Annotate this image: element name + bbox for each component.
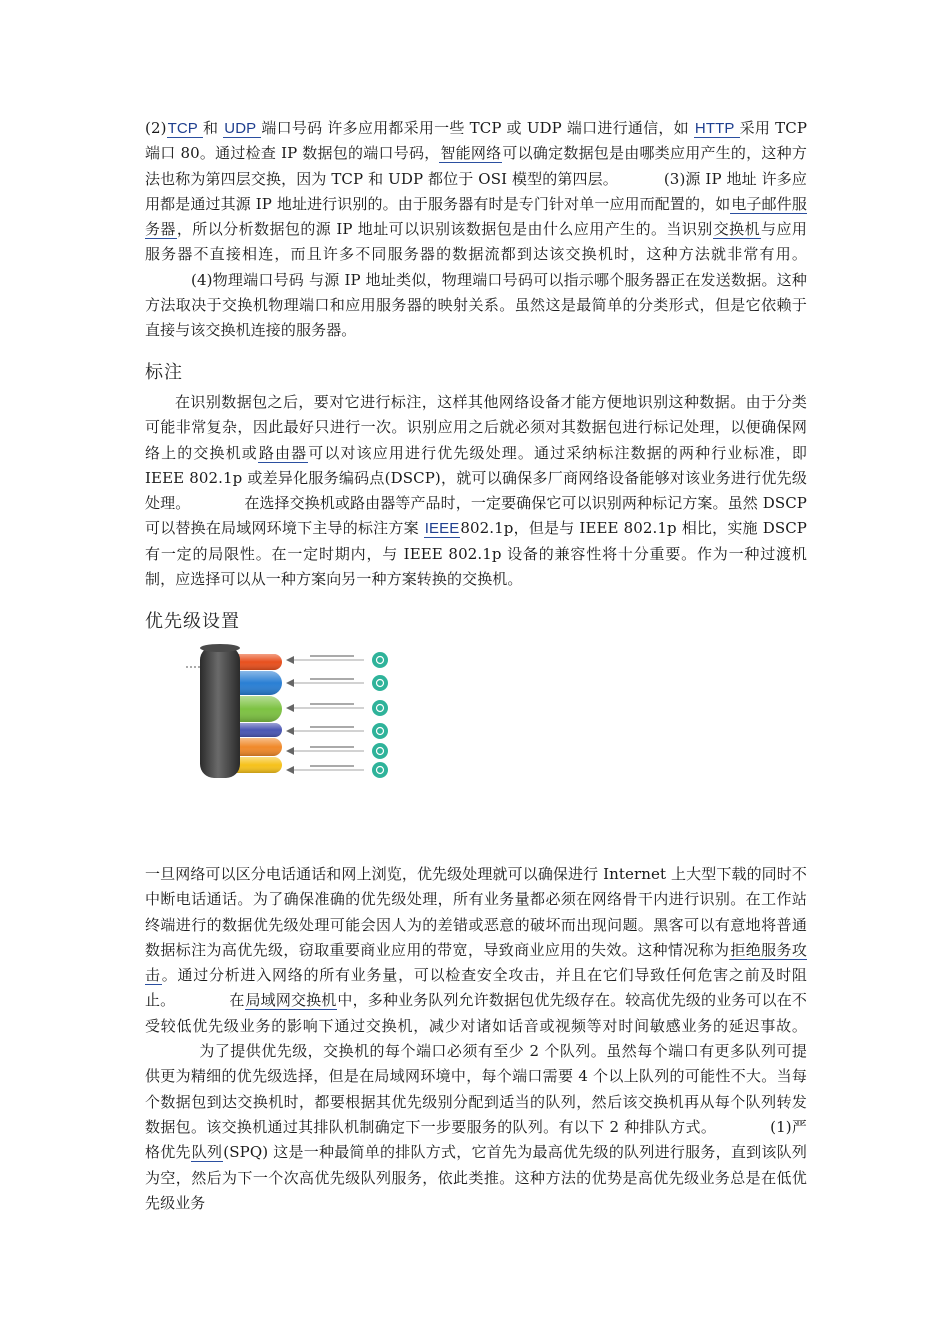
arrow-caption-line bbox=[310, 678, 354, 680]
link-router[interactable]: 路由器 bbox=[258, 443, 308, 462]
text-run: (3)源 IP 地址 许多应用都是通过其源 IP 地址进行识别的。由于服务器有时是专门针对单一应用而配置的，如 bbox=[145, 169, 807, 213]
link-queue[interactable]: 队列 bbox=[191, 1143, 223, 1162]
share-icon bbox=[372, 675, 388, 691]
link-http[interactable]: HTTP bbox=[694, 120, 739, 137]
cylinder-top bbox=[200, 644, 240, 652]
paragraph-priority bbox=[145, 862, 807, 1216]
text-run: 和 bbox=[203, 119, 224, 137]
text-run: 端口号码 许多应用都采用一些 TCP 或 UDP 端口进行通信，如 bbox=[261, 119, 694, 137]
arrow-head bbox=[286, 727, 294, 735]
paragraph-marking bbox=[145, 390, 807, 592]
text-run: 可以确定数据包是由哪类应用产生的，这种方法也称为第四层交换，因为 TCP 和 UDP 都位于 OSI 模型的第四层。 bbox=[145, 144, 807, 188]
text-run: 在选择交换机或路由器等产品时，一定要确保它可以识别两种标记方案。虽然 DSCP 可以替换在局域网环境下主导的标注方案 bbox=[145, 494, 807, 538]
text-run: 与应用服务器不直接相连，而且许多不同服务器的数据流都到达该交换机时，这种方法就非常有用。 bbox=[145, 220, 807, 264]
text-run: ，所以分析数据包的源 IP 地址可以识别该数据包是由什么应用产生的。当识别 bbox=[176, 220, 713, 239]
arrow-head bbox=[286, 679, 294, 687]
link-mail-server[interactable]: 电子邮件服务器 bbox=[145, 194, 807, 239]
paragraph-classification bbox=[145, 116, 807, 344]
text-run: 中，多种业务队列允许数据包优先级存在。较高优先级的业务可以在不受较低优先级业务的影响下通过交换机，减少对诸如话音或视频等对时间敏感业务的延迟事故。 bbox=[145, 991, 808, 1035]
text-run: 。通过分析进入网络的所有业务量，可以检查安全攻击，并且在它们导致任何危害之前及时阻止。 bbox=[145, 966, 807, 1010]
arrow-caption-line bbox=[310, 655, 354, 657]
arrow-caption-line bbox=[310, 703, 354, 705]
section-heading-marking: 标注 bbox=[145, 362, 183, 383]
text-run: 采用 TCP 端口 80。通过检查 IP 数据包的端口号码， bbox=[145, 119, 808, 163]
globe-icon bbox=[372, 652, 388, 668]
text-run: 在 bbox=[229, 991, 245, 1010]
arrow-caption-line bbox=[310, 746, 354, 748]
text-run: 可以对该应用进行优先级处理。通过采纳标注数据的两种行业标准，即 IEEE 802.1p 或差异化服务编码点(DSCP)，就可以确保多厂商网络设备能够对该业务进行优先级处理。 bbox=[145, 443, 807, 513]
link-smart-network[interactable]: 智能网络 bbox=[440, 144, 502, 163]
link-lan-switch[interactable]: 局域网交换机 bbox=[245, 991, 337, 1010]
text-run: 一旦网络可以区分电话通话和网上浏览，优先级处理就可以确保进行 Internet 上大型下载的同时不中断电话通话。为了确保准确的优先级处理，所有业务量都必须在网络骨干内进行识别。在工作站终端进行的数据优先级处理可能会因人为的差错或恶意的破坏而出现问题。黑客可以有意地将普通数据标注为高优先级，窃取重要商业应用的带宽，导致商业应用的失效。这种情况称为 bbox=[145, 865, 807, 959]
text-run: 为了提供优先级，交换机的每个端口必须有至少 2 个队列。虽然每个端口有更多队列可提供更为精细的优先级选择，但是在局域网环境中，每个端口需要 4 个以上队列的可能性不大。当每个数据包到达交换机时，都要根据其优先级别分配到适当的队列，然后该交换机再从每个队列转发数据包。该交换机通过其排队机制确定下一步要服务的队列。有以下 2 种排队方式。 bbox=[145, 1042, 807, 1136]
link-ieee[interactable]: IEEE bbox=[424, 520, 460, 538]
arrow-caption-line bbox=[310, 765, 354, 767]
text-run: (2) bbox=[145, 119, 167, 137]
link-dos-attack[interactable]: 拒绝服务攻击 bbox=[145, 940, 807, 985]
priority-queue-figure bbox=[186, 640, 402, 786]
section-heading-priority: 优先级设置 bbox=[145, 611, 240, 632]
arrow-caption-line bbox=[310, 726, 354, 728]
queue-arrows bbox=[286, 655, 364, 774]
text-run: (4)物理端口号码 与源 IP 地址类似，物理端口号码可以指示哪个服务器正在发送数据。这种方法取决于交换机物理端口和应用服务器的映射关系。虽然这是最简单的分类形式，但是它依赖于直接与该交换机连接的服务器。 bbox=[145, 270, 807, 340]
link-tcp[interactable]: TCP bbox=[167, 120, 203, 137]
arrow-head bbox=[286, 747, 294, 755]
people-icon bbox=[372, 743, 388, 759]
chart-icon bbox=[372, 762, 388, 778]
arrow-head bbox=[286, 766, 294, 774]
arrow-head bbox=[286, 656, 294, 664]
text-run: (1)严格优先 bbox=[145, 1117, 808, 1162]
arrow-head bbox=[286, 704, 294, 712]
text-run: 在识别数据包之后，要对它进行标注，这样其他网络设备才能方便地识别这种数据。由于分类可能非常复杂，因此最好只进行一次。识别应用之后就必须对其数据包进行标记处理，以便确保网络上的交换机或 bbox=[145, 393, 807, 462]
monitor-icon bbox=[372, 700, 388, 716]
gear-icon bbox=[372, 723, 388, 739]
text-run: (SPQ) 这是一种最简单的排队方式，它首先为最高优先级的队列进行服务，直到该队列为空，然后为下一个次高优先级队列服务，依此类推。这种方法的优势是高优先级业务总是在低优先级业务 bbox=[145, 1143, 807, 1212]
switch-cylinder bbox=[200, 646, 240, 778]
text-run: 802.1p，但是与 IEEE 802.1p 相比，实施 DSCP 有一定的局限性。在一定时期内，与 IEEE 802.1p 设备的兼容性将十分重要。作为一种过渡机制，应选择可以从一种方案向另一种方案转换的交换机。 bbox=[145, 519, 808, 589]
link-switch[interactable]: 交换机 bbox=[713, 220, 761, 239]
queue-icons bbox=[372, 652, 388, 778]
link-udp[interactable]: UDP bbox=[224, 120, 261, 137]
